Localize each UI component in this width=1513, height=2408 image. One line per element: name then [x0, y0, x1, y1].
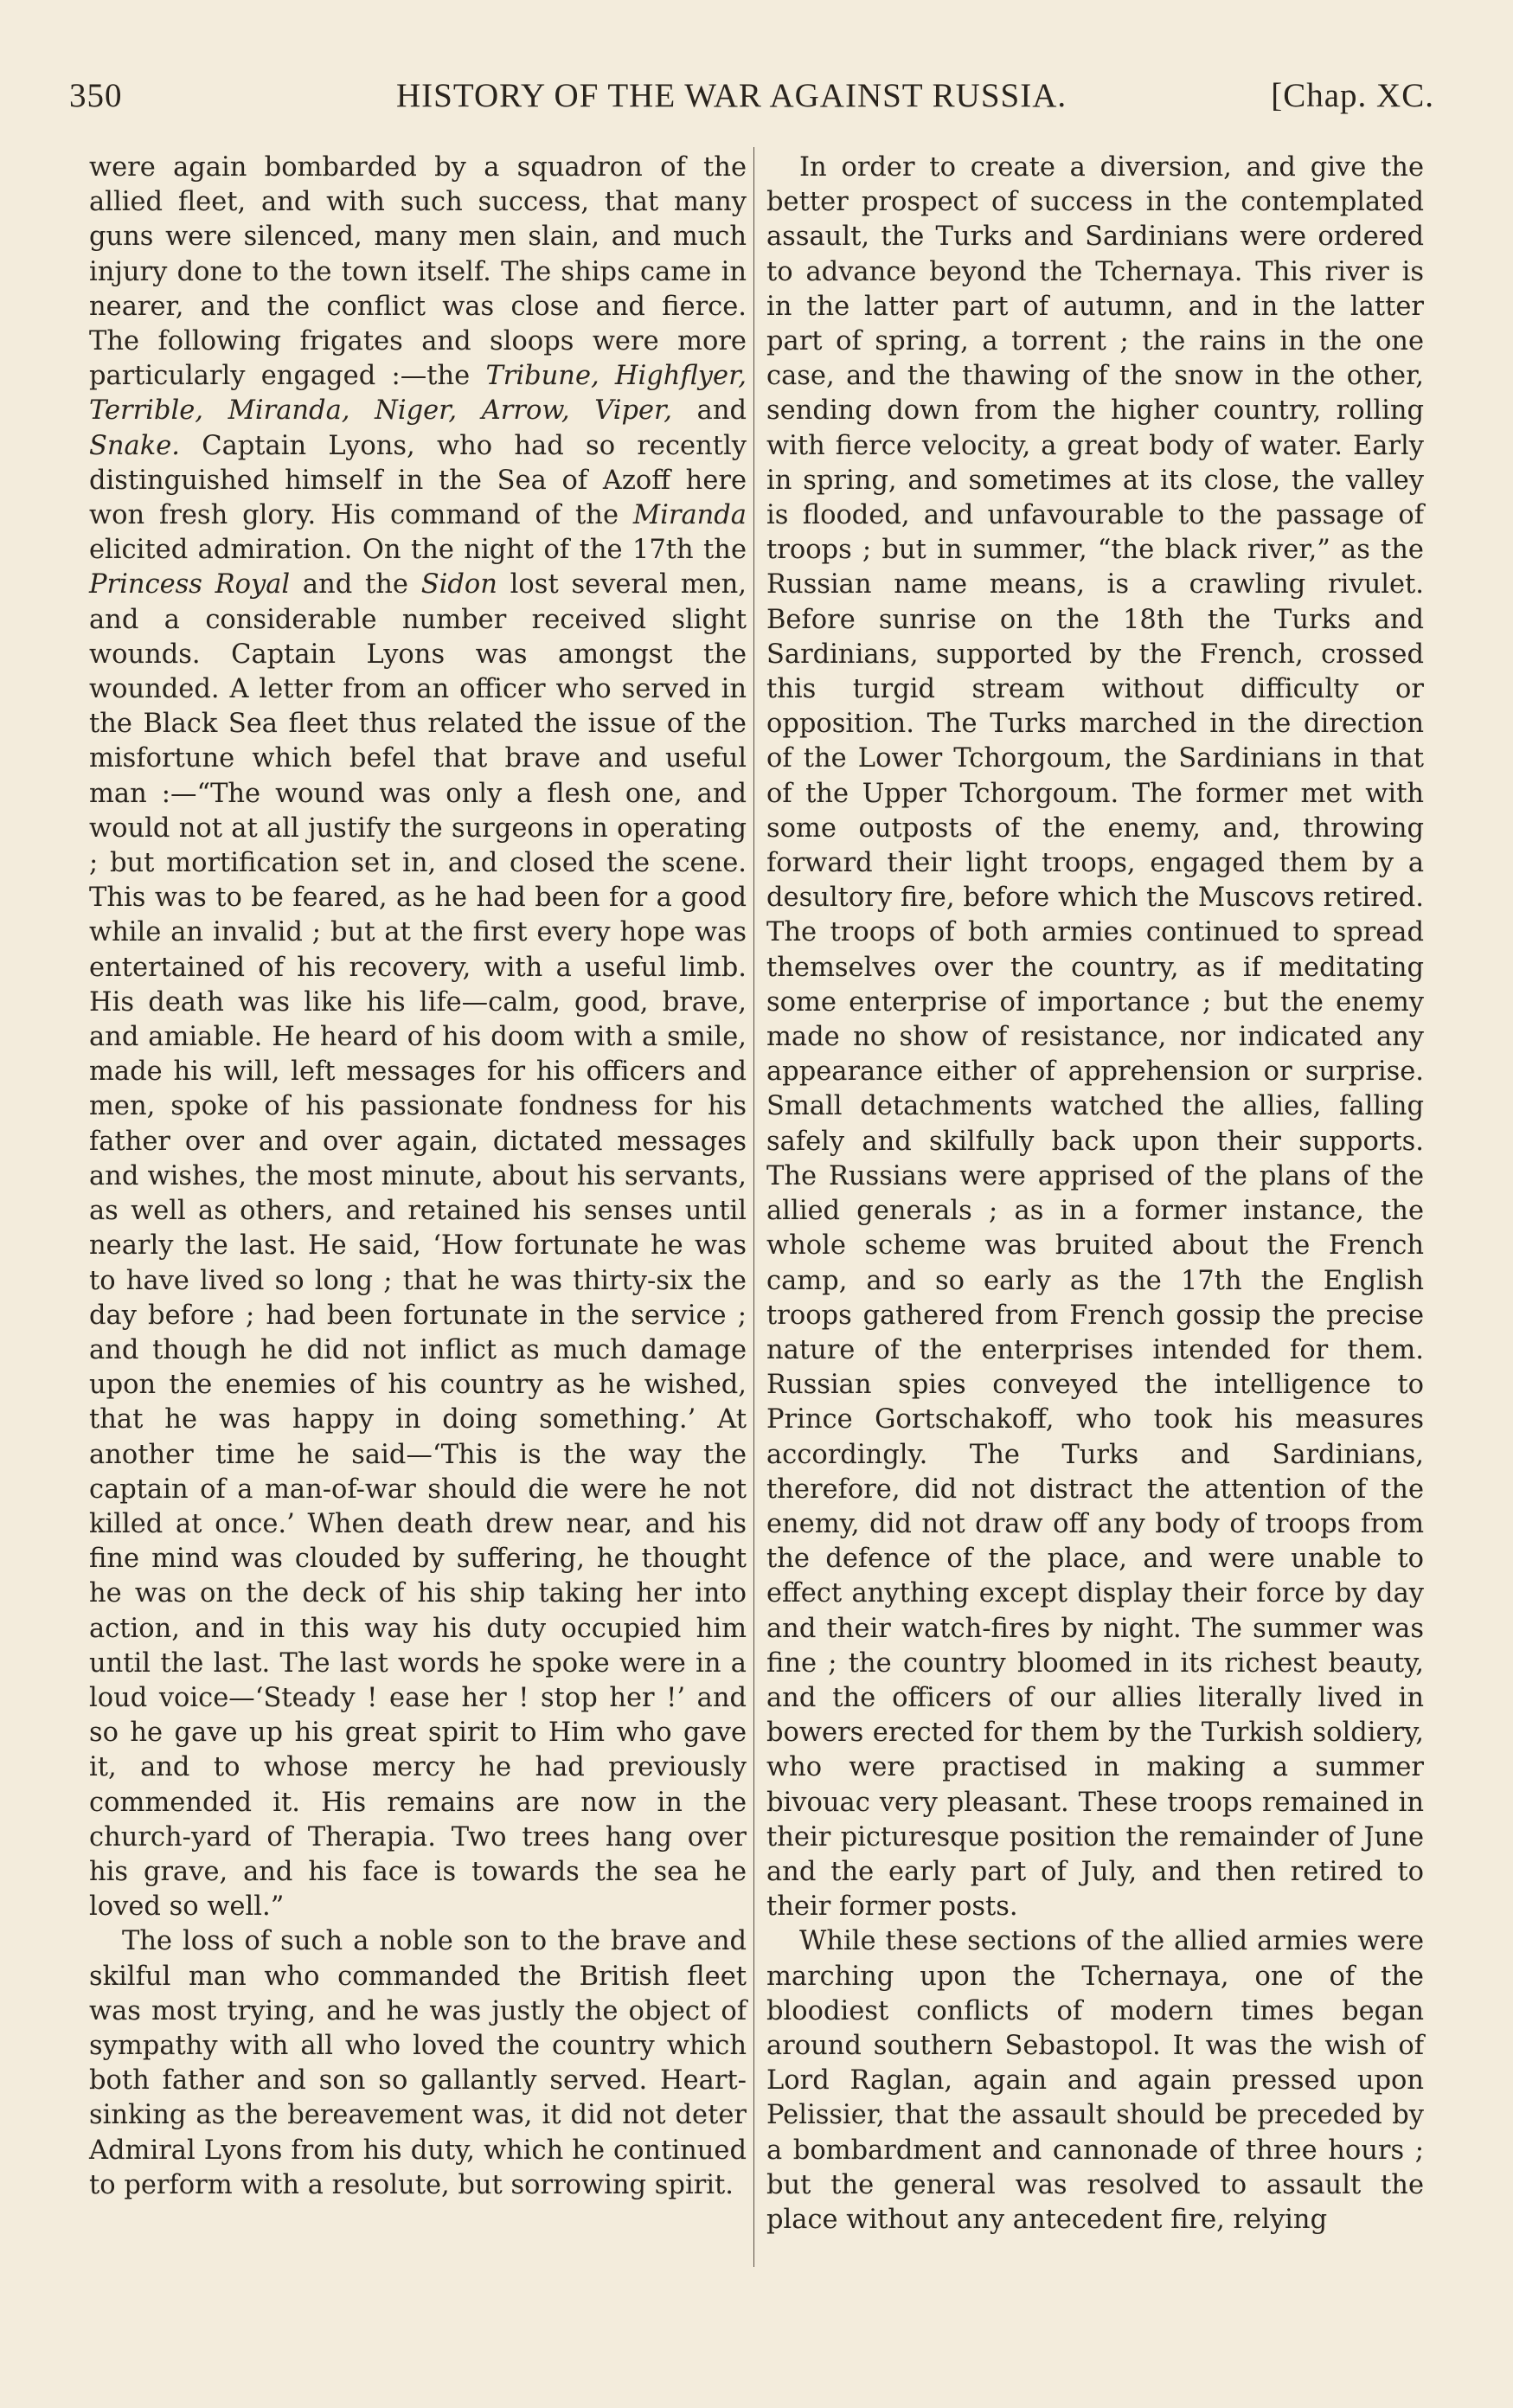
- paragraph: The loss of such a noble son to the brave and skilful man who commanded the British fleet was most trying, and he was justly the object of sympathy with all who loved the country which both father and son so gallantly served. Heart-sinking as the bereavement was, it did not deter Admiral Lyons from his duty, which he continued to perform with a resolute, but sorrowing spirit.: [89, 1926, 747, 2200]
- right-column: [766, 151, 1424, 2238]
- left-column: [89, 151, 747, 2203]
- page-number: 350: [69, 77, 123, 114]
- ship-name: Niger,: [375, 395, 458, 427]
- ship-name: Terrible,: [89, 395, 203, 427]
- column-divider: [753, 147, 754, 2267]
- ship-name: Snake.: [89, 430, 180, 461]
- chapter-label: [Chap. XC.: [1271, 77, 1434, 114]
- paragraph: were again bombarded by a squadron of the allied fleet, and with such success, that many guns were silenced, many men slain, and much injury done to the town itself. The ships came in nearer, and the conflict was close and fierce. The following frigates and sloops were more particularly engaged :—the Tribune, Highflyer, Terrible, Miranda, Niger, Arrow, Viper, and Snake. Captain Lyons, who had so recently distinguished himself in the Sea of Azoff here won fresh glory. His command of the Miranda elicited admiration. On the night of the 17th the Princess Royal and the Sidon lost several men, and a considerable number received slight wounds. Captain Lyons was amongst the wounded. A letter from an officer who served in the Black Sea fleet thus related the issue of the misfortune which befel that brave and useful man :—“The wound was only a flesh one, and would not at all justify the surgeons in operating ; but mortification set in, and closed the scene. This was to be feared, as he had been for a good while an invalid ; but at the first every hope was entertained of his recovery, with a useful limb. His death was like his life—calm, good, brave, and amiable. He heard of his doom with a smile, made his will, left messages for his officers and men, spoke of his passionate fondness for his father over and over again, dictated messages and wishes, the most minute, about his servants, as well as others, and retained his senses until nearly the last. He said, ‘How fortunate he was to have lived so long ; that he was thirty-six the day before ; had been fortunate in the service ; and though he did not inflict as much damage upon the enemies of his country as he wished, that he was happy in doing something.’ At another time he said—‘This is the way the captain of a man-of-war should die were he not killed at once.’ When death drew near, and his fine mind was clouded by suffering, he thought he was on the deck of his ship taking her into action, and in this way his duty occupied him until the last. The last words he spoke were in a loud voice—‘Steady ! ease her ! stop her !’ and so he gave up his great spirit to Him who gave it, and to whose mercy he had previously commended it. His remains are now in the church-yard of Therapia. Two trees hang over his grave, and his face is towards the sea he loved so well.”: [89, 152, 747, 1923]
- paragraph: While these sections of the allied armies were marching upon the Tchernaya, one of the bloodiest conflicts of modern times began around southern Sebastopol. It was the wish of Lord Raglan, again and again pressed upon Pelissier, that the assault should be preceded by a bombardment and cannonade of three hours ; but the general was resolved to assault the place without any antecedent fire, relying: [766, 1926, 1424, 2235]
- ship-name: Viper,: [594, 395, 672, 427]
- ship-name: Tribune,: [485, 361, 599, 392]
- running-title: HISTORY OF THE WAR AGAINST RUSSIA.: [396, 77, 1067, 114]
- running-header: [69, 76, 1434, 128]
- paragraph: In order to create a diversion, and give the better prospect of success in the contemplated assault, the Turks and Sardinians were ordered to advance beyond the Tchernaya. This river is in the latter part of autumn, and in the latter part of spring, a torrent ; the rains in the one case, and the thawing of the snow in the other, sending down from the higher country, rolling with fierce velocity, a great body of water. Early in spring, and sometimes at its close, the valley is flooded, and unfavourable to the passage of troops ; but in summer, “the black river,” as the Russian name means, is a crawling rivulet. Before sunrise on the 18th the Turks and Sardinians, supported by the French, crossed this turgid stream without difficulty or opposition. The Turks marched in the direction of the Lower Tchorgoum, the Sardinians in that of the Upper Tchorgoum. The former met with some outposts of the enemy, and, throwing forward their light troops, engaged them by a desultory fire, before which the Muscovs retired. The troops of both armies continued to spread themselves over the country, as if meditating some enterprise of importance ; but the enemy made no show of resistance, nor indicated any appearance either of apprehension or surprise. Small detachments watched the allies, falling safely and skilfully back upon their supports. The Russians were apprised of the plans of the allied generals ; as in a former instance, the whole scheme was bruited about the French camp, and so early as the 17th the English troops gathered from French gossip the precise nature of the enterprises intended for them. Russian spies conveyed the intelligence to Prince Gortschakoff, who took his measures accordingly. The Turks and Sardinians, therefore, did not distract the attention of the enemy, did not draw off any body of troops from the defence of the place, and were unable to effect anything except display their force by day and their watch-fires by night. The summer was fine ; the country bloomed in its richest beauty, and the officers of our allies literally lived in bowers erected for them by the Turkish soldiery, who were practised in making a summer bivouac very pleasant. These troops remained in their picturesque position the remainder of June and the early part of July, and then retired to their former posts.: [766, 152, 1424, 1923]
- ship-name: Miranda: [632, 500, 747, 531]
- ship-name: Princess Royal: [89, 569, 291, 600]
- ship-name: Arrow,: [481, 395, 570, 427]
- ship-name: Sidon: [420, 569, 497, 600]
- ship-name: Miranda,: [228, 395, 350, 427]
- ship-name: Highflyer,: [614, 361, 747, 392]
